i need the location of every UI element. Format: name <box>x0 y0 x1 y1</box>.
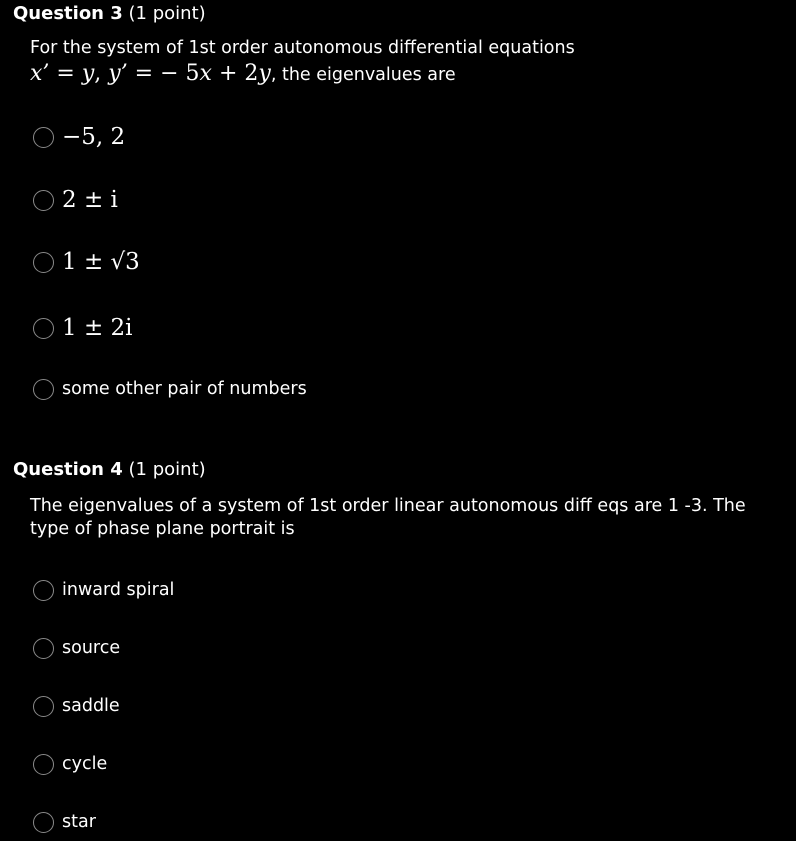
question-4-points: (1 point) <box>122 459 206 480</box>
option-label: 1 ± 2i <box>62 315 133 341</box>
eq-comma: , <box>94 61 109 86</box>
eq-equals-1: = <box>49 61 82 86</box>
eq-x-prime: x’ <box>30 61 50 86</box>
q3-option-2[interactable] <box>33 187 118 213</box>
radio-button[interactable] <box>33 638 54 659</box>
question-3-prompt <box>30 37 575 87</box>
option-label: −5, 2 <box>62 124 126 150</box>
option-label: cycle <box>62 754 108 774</box>
q4-option-1[interactable] <box>33 577 174 603</box>
question-3-tail: , the eigenvalues are <box>270 65 456 85</box>
q4-option-3[interactable] <box>33 693 120 719</box>
question-3-heading <box>13 3 206 24</box>
option-label: saddle <box>62 696 120 716</box>
radio-button[interactable] <box>33 580 54 601</box>
radio-button[interactable] <box>33 812 54 833</box>
radio-button[interactable] <box>33 252 54 273</box>
q4-option-5[interactable] <box>33 809 96 835</box>
eq-x: x <box>199 61 212 86</box>
question-3-line1: For the system of 1st order autonomous differential equations <box>30 38 575 58</box>
q3-option-5[interactable] <box>33 376 307 402</box>
eq-equals-2: = <box>127 61 161 86</box>
eq-y2: y <box>258 61 271 86</box>
eq-minus-5: − 5 <box>160 61 200 86</box>
eq-plus-2: + 2 <box>211 61 259 86</box>
question-3-points: (1 point) <box>122 3 206 24</box>
option-label: inward spiral <box>62 580 175 600</box>
eq-y: y <box>81 61 95 86</box>
radio-button[interactable] <box>33 754 54 775</box>
question-4-heading <box>13 459 206 480</box>
radio-button[interactable] <box>33 318 54 339</box>
option-label: 2 ± i <box>62 187 118 213</box>
question-4-prompt: The eigenvalues of a system of 1st order linear autonomous diff eqs are 1 -3. The type of phase plane portrait is <box>30 496 746 539</box>
q4-option-4[interactable] <box>33 751 107 777</box>
equation <box>30 61 271 86</box>
question-3-line2 <box>30 62 575 87</box>
radio-button[interactable] <box>33 379 54 400</box>
option-label: 1 ± √3 <box>62 249 140 275</box>
radio-button[interactable] <box>33 190 54 211</box>
radio-button[interactable] <box>33 127 54 148</box>
q4-option-2[interactable] <box>33 635 120 661</box>
radio-button[interactable] <box>33 696 54 717</box>
q3-option-3[interactable] <box>33 249 140 275</box>
option-label: some other pair of numbers <box>62 379 307 399</box>
option-label: source <box>62 638 121 658</box>
q3-option-1[interactable] <box>33 124 125 150</box>
q3-option-4[interactable] <box>33 315 133 341</box>
question-3-title: Question 3 <box>13 3 123 24</box>
eq-y-prime: y’ <box>108 61 128 86</box>
question-4-title: Question 4 <box>13 459 123 480</box>
option-label: star <box>62 812 96 832</box>
